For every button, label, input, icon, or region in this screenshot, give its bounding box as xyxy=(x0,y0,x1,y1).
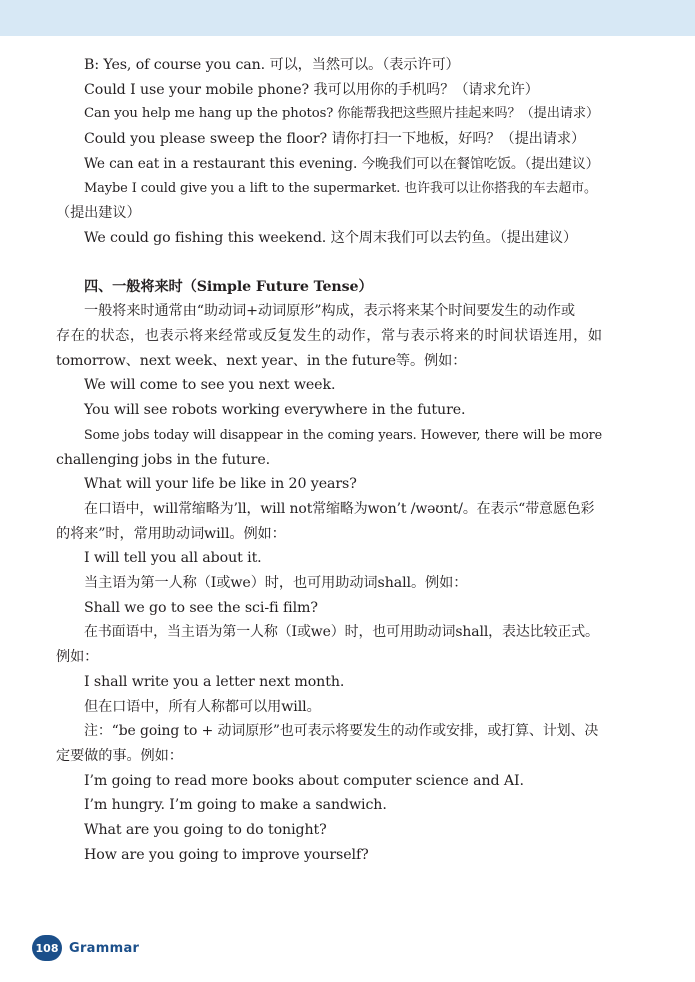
paragraph-line: tomorrow、next week、next year、in the future等。例如： xyxy=(56,352,467,369)
example-line-continuation: （提出建议） xyxy=(56,205,141,222)
example-line: Maybe I could give you a lift to the supermarket. 也许我可以让你搭我的车去超市。 xyxy=(84,180,597,196)
example-line: What will your life be like in 20 years? xyxy=(84,476,357,493)
example-line: Could you please sweep the floor? 请你打扫一下地板，好吗？（提出请求） xyxy=(84,131,586,148)
example-line: How are you going to improve yourself? xyxy=(84,846,369,863)
paragraph-line: 在口语中，will常缩略为’ll，will not常缩略为won’t /wəʊnt/。在表示“带意愿色彩 xyxy=(84,500,595,517)
example-line: B: Yes, of course you can. 可以，当然可以。（表示许可） xyxy=(84,57,460,73)
example-line: I’m hungry. I’m going to make a sandwich. xyxy=(84,797,387,814)
example-line: Shall we go to see the sci-fi film? xyxy=(84,599,318,616)
section-heading: 四、一般将来时（Simple Future Tense） xyxy=(84,278,373,295)
example-line: We will come to see you next week. xyxy=(84,377,336,394)
example-line: I’m going to read more books about computer science and AI. xyxy=(84,772,524,789)
paragraph-line: 的将来”时，常用助动词will。例如： xyxy=(56,525,286,542)
example-line: We can eat in a restaurant this evening. 今晚我们可以在餐馆吃饭。（提出建议） xyxy=(84,155,600,172)
example-line: Could I use your mobile phone? 我可以用你的手机吗？（请求允许） xyxy=(84,81,539,98)
note-line: 注：“be going to + 动词原形”也可表示将要发生的动作或安排，或打算、计划、决 xyxy=(84,723,599,740)
paragraph-line: 存在的状态，也表示将来经常或反复发生的动作，常与表示将来的时间状语连用，如 xyxy=(56,328,602,345)
example-line: What are you going to do tonight? xyxy=(84,822,327,839)
example-line: I will tell you all about it. xyxy=(84,550,262,567)
page-number-badge: 108 xyxy=(32,935,62,961)
header-band xyxy=(0,0,695,36)
paragraph-line: 在书面语中，当主语为第一人称（I或we）时，也可用助动词shall，表达比较正式。 xyxy=(84,624,599,641)
example-line: You will see robots working everywhere in the future. xyxy=(84,402,466,419)
section-label: Grammar xyxy=(69,940,140,956)
example-line: Some jobs today will disappear in the coming years. However, there will be more xyxy=(84,426,602,442)
note-line: 定要做的事。例如： xyxy=(56,747,183,764)
paragraph-line: 但在口语中，所有人称都可以用will。 xyxy=(84,698,321,715)
example-line-continuation: challenging jobs in the future. xyxy=(56,451,271,468)
paragraph-line: 当主语为第一人称（I或we）时，也可用助动词shall。例如： xyxy=(84,575,468,592)
paragraph-line: 例如： xyxy=(56,649,99,666)
page-footer xyxy=(32,935,139,961)
example-line: We could go fishing this weekend. 这个周末我们可以去钓鱼。（提出建议） xyxy=(84,229,578,246)
page-body xyxy=(56,53,602,868)
example-line: Can you help me hang up the photos? 你能帮我把这些照片挂起来吗？（提出请求） xyxy=(84,106,600,122)
paragraph-line: 一般将来时通常由“助动词+动词原形”构成，表示将来某个时间要发生的动作或 xyxy=(84,303,575,320)
example-line: I shall write you a letter next month. xyxy=(84,673,345,690)
